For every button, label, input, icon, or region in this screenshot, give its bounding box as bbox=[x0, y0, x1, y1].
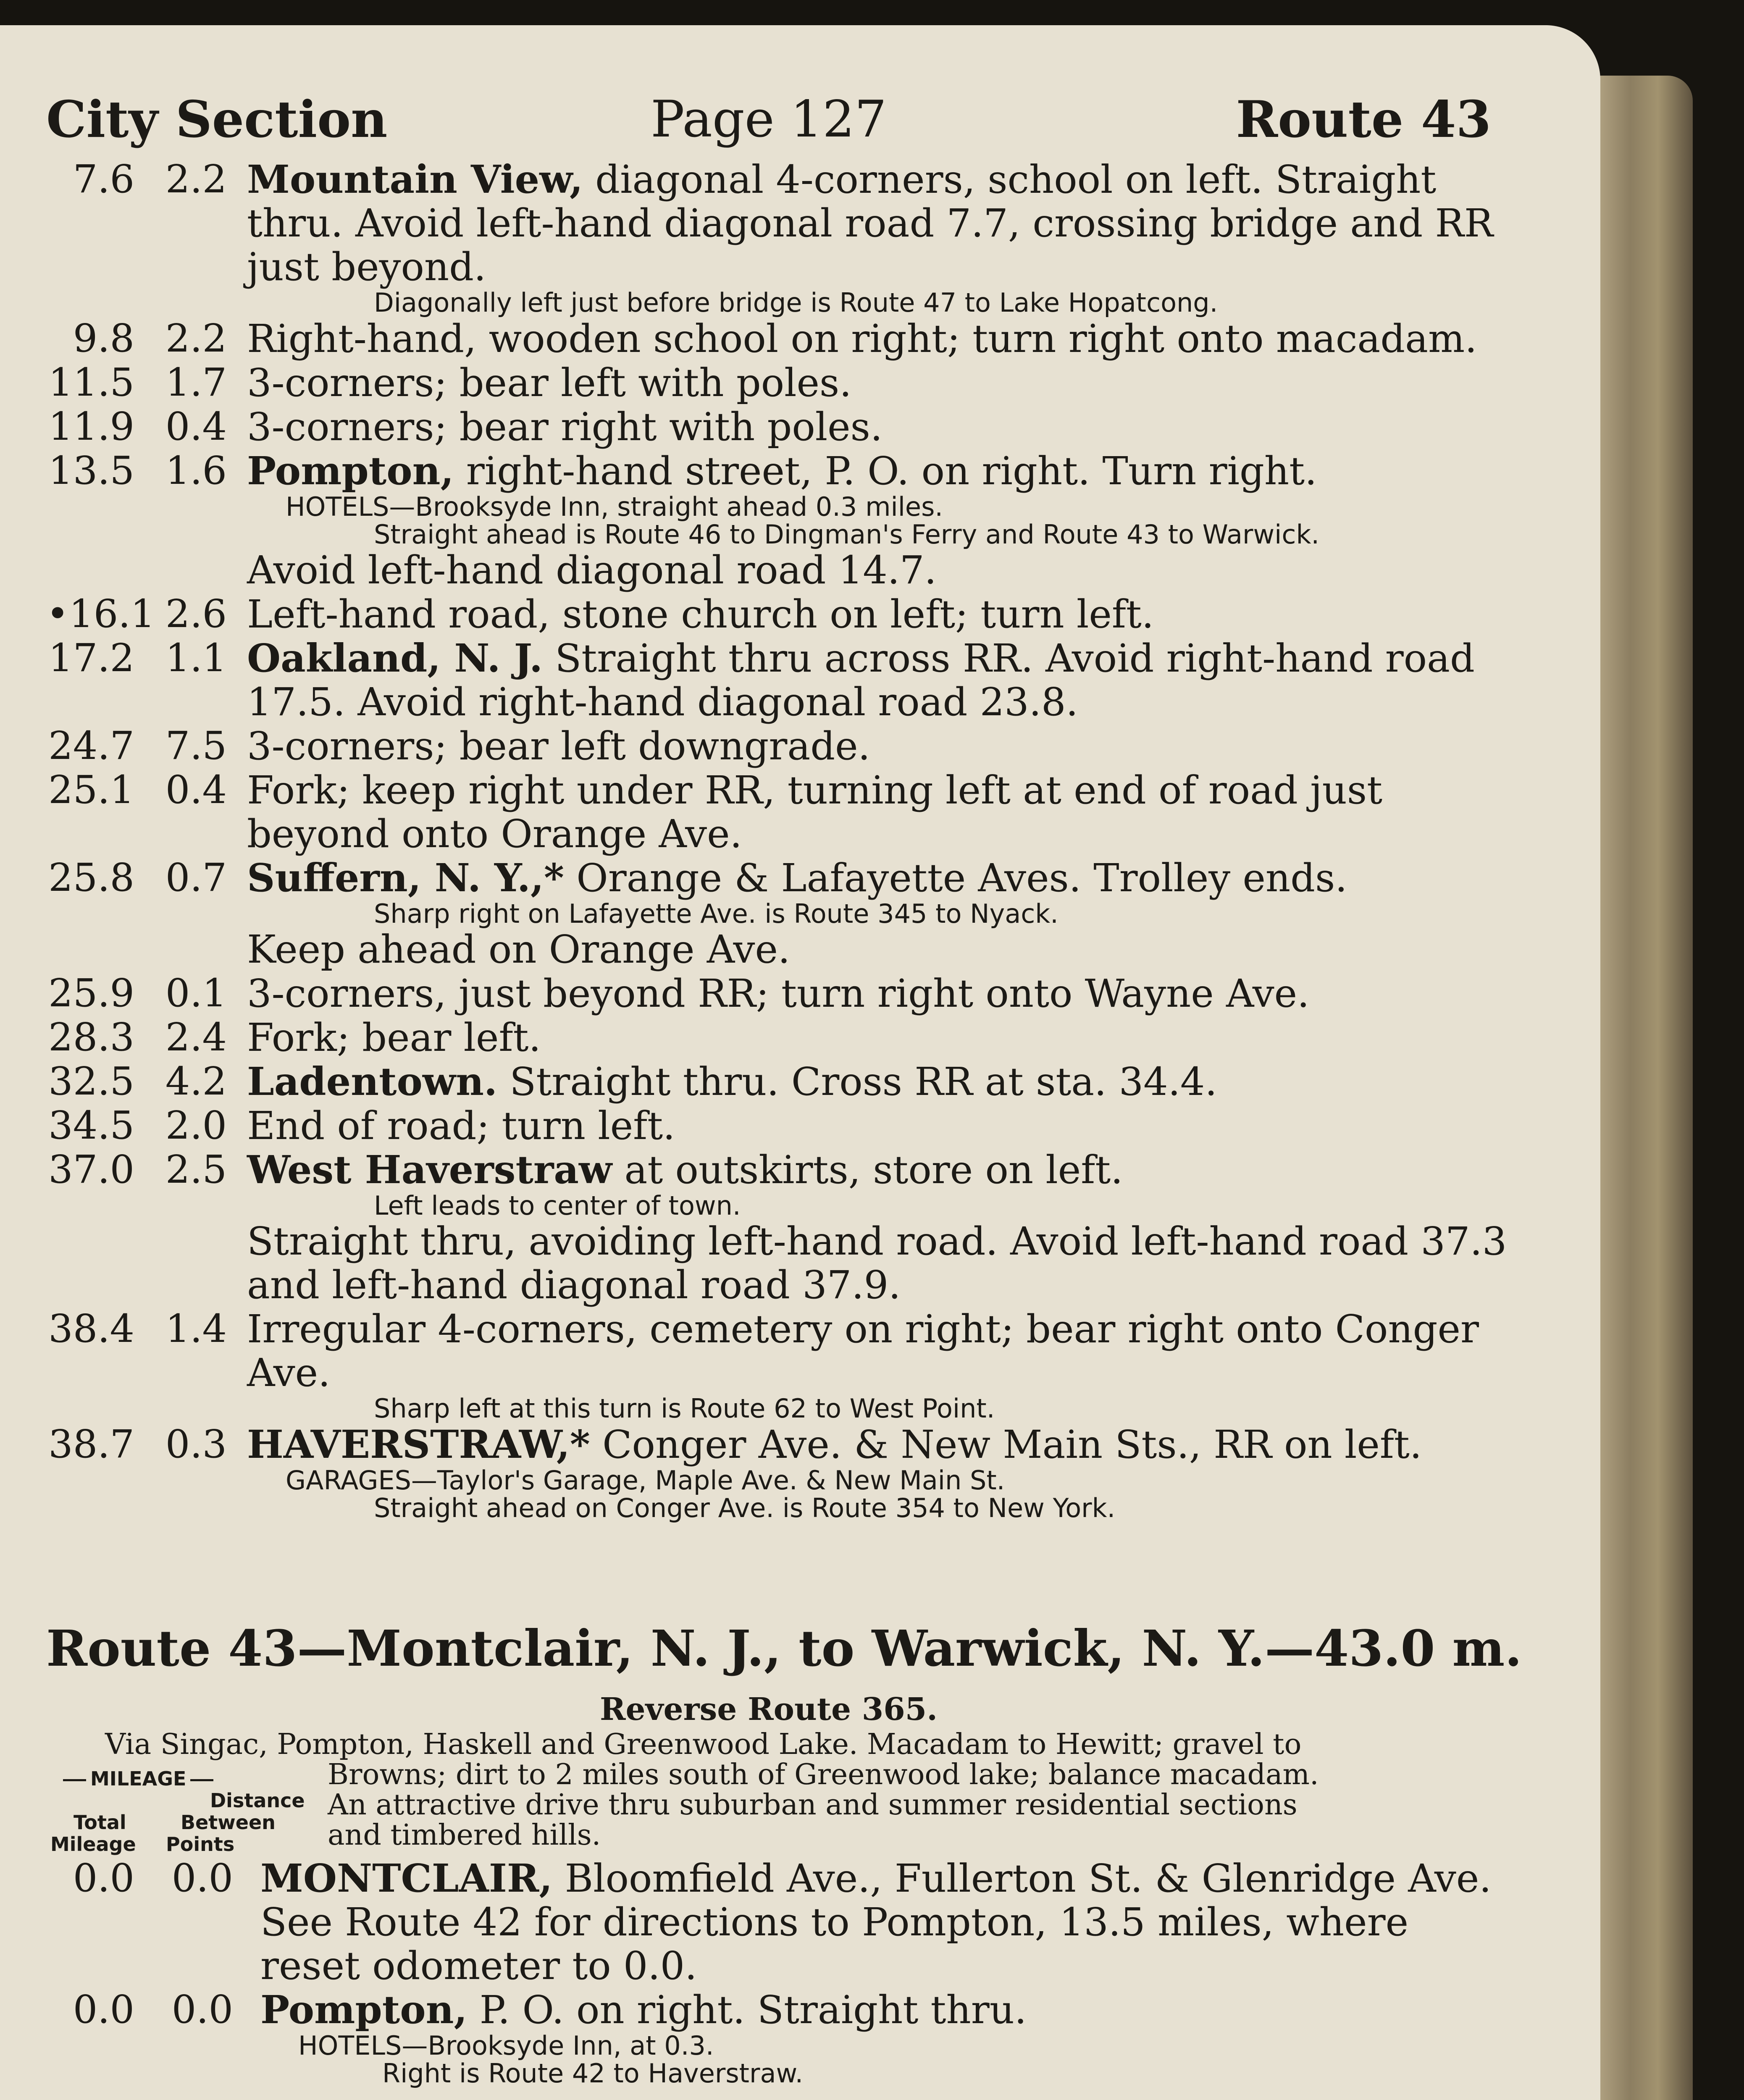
between-mileage: 2.5 bbox=[165, 1147, 227, 1192]
route-entry bbox=[46, 768, 1508, 856]
direction-text: Orange & Lafayette Aves. Trolley ends. bbox=[564, 856, 1347, 900]
between-mileage: 0.4 bbox=[165, 404, 227, 449]
total-mileage: 11.9 bbox=[48, 404, 134, 449]
hotels-garages-note: Right is Route 42 to Haverstraw. bbox=[382, 2058, 804, 2089]
between-mileage: 7.5 bbox=[165, 723, 227, 768]
between-mileage: 2.6 bbox=[165, 591, 227, 636]
between-mileage: 2.0 bbox=[165, 1103, 227, 1148]
place-name: MONTCLAIR, bbox=[260, 1856, 553, 1901]
total-mileage: •16.1 bbox=[46, 591, 155, 636]
route-entry bbox=[46, 724, 1508, 768]
direction-text: 3-corners, just beyond RR; turn right onto Wayne Ave. bbox=[247, 971, 1310, 1016]
direction-text: 3-corners; bear left downgrade. bbox=[247, 724, 870, 769]
route-entry bbox=[46, 449, 1508, 493]
total-mileage: 38.7 bbox=[48, 1422, 134, 1467]
route-label: Route 43 bbox=[1236, 90, 1491, 149]
direction-continuation: Keep ahead on Orange Ave. bbox=[247, 927, 791, 972]
entry-description bbox=[247, 1307, 1508, 1395]
entry-description bbox=[247, 1423, 1508, 1467]
entry-description bbox=[247, 971, 1508, 1016]
route-note: Diagonally left just before bridge is Route 47 to Lake Hopatcong. bbox=[374, 287, 1218, 318]
route-entry bbox=[46, 1148, 1508, 1192]
between-mileage: 0.0 bbox=[171, 1987, 233, 2032]
entry-description bbox=[247, 449, 1508, 493]
direction-text: Right-hand, wooden school on right; turn right onto macadam. bbox=[247, 316, 1477, 361]
between-mileage: 0.4 bbox=[165, 767, 227, 812]
mileage-label: MILEAGE bbox=[59, 1768, 269, 1789]
total-mileage: 13.5 bbox=[48, 448, 134, 493]
route-note: Sharp left at this turn is Route 62 to West Point. bbox=[374, 1393, 995, 1424]
place-name: HAVERSTRAW,* bbox=[247, 1422, 590, 1467]
route-entry bbox=[46, 1423, 1508, 1467]
route-note: Sharp right on Lafayette Ave. is Route 345 to Nyack. bbox=[374, 898, 1058, 929]
entry-description bbox=[247, 317, 1508, 361]
direction-text: 3-corners; bear left with poles. bbox=[247, 360, 852, 405]
route-entry bbox=[46, 1016, 1508, 1060]
route-note: Straight ahead is Route 46 to Dingman's Ferry and Route 43 to Warwick. bbox=[374, 519, 1320, 550]
entry-description bbox=[260, 1856, 1508, 1988]
direction-text: Bloomfield Ave., Fullerton St. & Glenridge Ave. See Route 42 for directions to Pompton, 13.5 miles, where reset odometer to 0.0. bbox=[260, 1856, 1492, 1988]
route-note: Straight ahead on Conger Ave. is Route 354 to New York. bbox=[374, 1493, 1116, 1523]
mileage-points-label: Points bbox=[166, 1833, 235, 1856]
entry-description bbox=[260, 1988, 1508, 2032]
place-name: West Haverstraw bbox=[247, 1147, 612, 1192]
total-mileage: 25.1 bbox=[48, 767, 134, 812]
entry-description bbox=[247, 405, 1508, 449]
between-mileage: 1.6 bbox=[165, 448, 227, 493]
total-mileage: 17.2 bbox=[48, 635, 134, 680]
place-name: Pompton, bbox=[247, 448, 454, 494]
direction-text: 3-corners; bear right with poles. bbox=[247, 404, 883, 449]
via-line: and timbered hills. bbox=[328, 1819, 601, 1852]
mileage-distance-label: Distance bbox=[210, 1789, 305, 1812]
route-entry bbox=[46, 971, 1508, 1016]
route-entry bbox=[46, 592, 1508, 636]
mileage-total-label: Total bbox=[74, 1811, 126, 1834]
route-entry bbox=[46, 317, 1508, 361]
total-mileage: 37.0 bbox=[48, 1147, 134, 1192]
between-mileage: 1.7 bbox=[165, 360, 227, 405]
place-name: Suffern, N. Y.,* bbox=[247, 855, 565, 900]
entry-description bbox=[247, 1148, 1508, 1192]
page-header bbox=[46, 88, 1491, 151]
page-number: Page 127 bbox=[651, 90, 887, 149]
total-mileage: 28.3 bbox=[48, 1015, 134, 1060]
place-name: Pompton, bbox=[260, 1987, 468, 2032]
via-line: Browns; dirt to 2 miles south of Greenwood lake; balance macadam. bbox=[328, 1758, 1319, 1791]
between-mileage: 2.2 bbox=[165, 316, 227, 361]
between-mileage: 4.2 bbox=[165, 1059, 227, 1104]
route-entry bbox=[46, 1988, 1508, 2032]
direction-text: Straight thru. Cross RR at sta. 34.4. bbox=[497, 1059, 1217, 1104]
route-entry bbox=[46, 1307, 1508, 1395]
entry-description bbox=[247, 724, 1508, 768]
route-entry bbox=[46, 158, 1508, 289]
direction-text: diagonal 4-corners, school on left. Straight thru. Avoid left-hand diagonal road 7.7, crossing bridge and RR just beyond. bbox=[247, 157, 1494, 289]
mileage-between-label: Between bbox=[181, 1811, 276, 1834]
total-mileage: 25.8 bbox=[48, 855, 134, 900]
direction-text: Fork; keep right under RR, turning left at end of road just beyond onto Orange Ave. bbox=[247, 768, 1383, 856]
entry-description bbox=[247, 361, 1508, 405]
total-mileage: 38.4 bbox=[48, 1306, 134, 1351]
direction-text: End of road; turn left. bbox=[247, 1103, 675, 1148]
between-mileage: 0.1 bbox=[165, 971, 227, 1016]
between-mileage: 2.2 bbox=[165, 157, 227, 202]
direction-text: Conger Ave. & New Main Sts., RR on left. bbox=[590, 1422, 1422, 1467]
route-note: HOTELS—Brooksyde Inn, at 0.3. bbox=[298, 2030, 714, 2061]
route-entry bbox=[46, 361, 1508, 405]
direction-continuation: Avoid left-hand diagonal road 14.7. bbox=[247, 548, 937, 593]
route-note: Left leads to center of town. bbox=[374, 1190, 741, 1221]
entry-description bbox=[247, 1104, 1508, 1148]
direction-continuation: Straight thru, avoiding left-hand road. Avoid left-hand road 37.3 and left-hand diagonal road 37.9. bbox=[247, 1219, 1507, 1307]
route-entry bbox=[46, 1856, 1508, 1988]
place-name: Oakland, N. J. bbox=[247, 635, 543, 681]
route-43-title: Route 43—Montclair, N. J., to Warwick, N. Y.—43.0 m. bbox=[46, 1619, 1522, 1677]
via-line: An attractive drive thru suburban and summer residential sections bbox=[328, 1788, 1297, 1822]
section-title: City Section bbox=[46, 90, 388, 149]
total-mileage: 11.5 bbox=[48, 360, 134, 405]
entry-description bbox=[247, 592, 1508, 636]
mileage-mileage-label: Mileage bbox=[50, 1833, 136, 1856]
route-entry bbox=[46, 636, 1508, 724]
direction-text: right-hand street, P. O. on right. Turn right. bbox=[454, 449, 1317, 494]
route-entry bbox=[46, 856, 1508, 900]
entry-description bbox=[247, 1060, 1508, 1104]
route-43-entries bbox=[46, 1856, 1508, 2087]
direction-text: Left-hand road, stone church on left; turn left. bbox=[247, 592, 1154, 637]
total-mileage: 9.8 bbox=[73, 316, 134, 361]
entry-description bbox=[247, 768, 1508, 856]
direction-text: Fork; bear left. bbox=[247, 1015, 541, 1060]
entry-description bbox=[247, 1016, 1508, 1060]
between-mileage: 0.7 bbox=[165, 855, 227, 900]
route-entry bbox=[46, 405, 1508, 449]
entry-description bbox=[247, 856, 1508, 900]
place-name: Ladentown. bbox=[247, 1059, 498, 1104]
via-line: Via Singac, Pompton, Haskell and Greenwood Lake. Macadam to Hewitt; gravel to bbox=[105, 1728, 1302, 1761]
direction-text: P. O. on right. Straight thru. bbox=[467, 1987, 1027, 2032]
direction-text: Straight thru across RR. Avoid right-hand road 17.5. Avoid right-hand diagonal road 23.8. bbox=[247, 636, 1475, 724]
entry-description bbox=[247, 158, 1508, 289]
direction-text: Irregular 4-corners, cemetery on right; bear right onto Conger Ave. bbox=[247, 1307, 1479, 1395]
direction-text: at outskirts, store on left. bbox=[612, 1147, 1123, 1192]
total-mileage: 25.9 bbox=[48, 971, 134, 1016]
total-mileage: 0.0 bbox=[73, 1856, 134, 1900]
entry-description bbox=[247, 636, 1508, 724]
between-mileage: 0.3 bbox=[165, 1422, 227, 1467]
total-mileage: 0.0 bbox=[73, 1987, 134, 2032]
between-mileage: 1.1 bbox=[165, 635, 227, 680]
reverse-route-label: Reverse Route 365. bbox=[599, 1691, 938, 1727]
between-mileage: 0.0 bbox=[171, 1856, 233, 1900]
route-42-entries bbox=[46, 158, 1508, 1522]
between-mileage: 1.4 bbox=[165, 1306, 227, 1351]
route-43-via-description bbox=[105, 1730, 1512, 1851]
hotels-garages-note: HOTELS—Brooksyde Inn, straight ahead 0.3 miles. bbox=[286, 491, 943, 522]
place-name: Mountain View, bbox=[247, 157, 583, 202]
between-mileage: 2.4 bbox=[165, 1015, 227, 1060]
total-mileage: 24.7 bbox=[48, 723, 134, 768]
total-mileage: 34.5 bbox=[48, 1103, 134, 1148]
hotels-garages-note: GARAGES—Taylor's Garage, Maple Ave. & New Main St. bbox=[286, 1465, 1005, 1496]
total-mileage: 32.5 bbox=[48, 1059, 134, 1104]
total-mileage: 7.6 bbox=[73, 157, 134, 202]
route-entry bbox=[46, 1060, 1508, 1104]
route-entry bbox=[46, 1104, 1508, 1148]
